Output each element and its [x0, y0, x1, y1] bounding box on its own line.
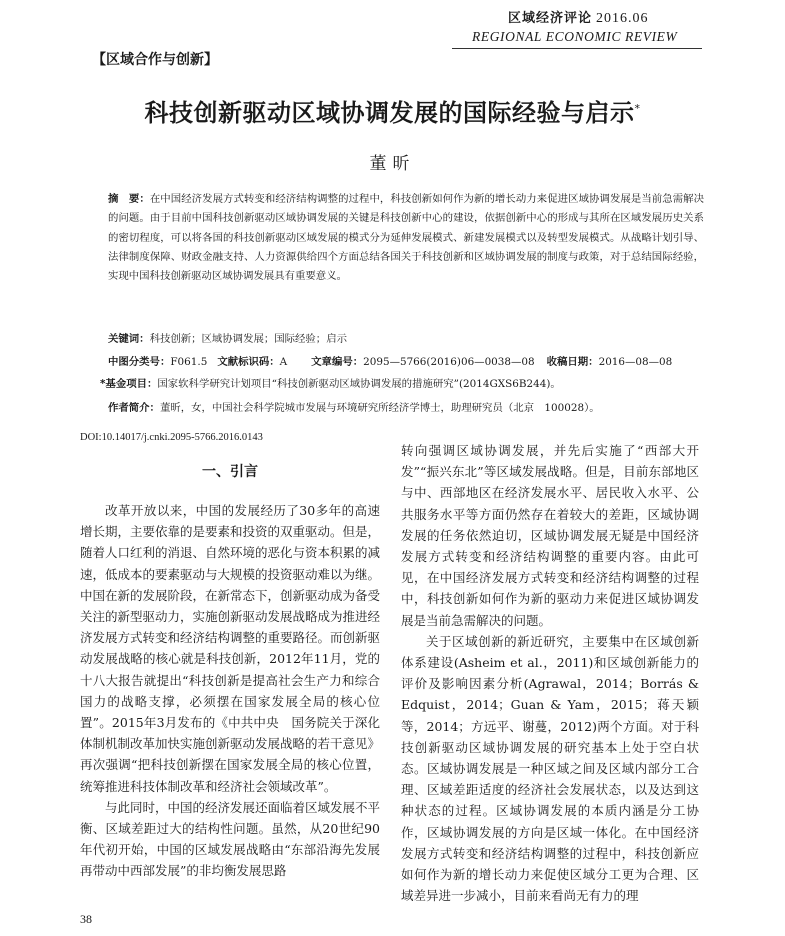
body-column-right: [401, 440, 699, 906]
abstract-text: 在中国经济发展方式转变和经济结构调整的过程中，科技创新如何作为新的增长动力来促进区域协调发展是当前急需解决的问题。由于目前中国科技创新驱动区域协调发展的关键是科技创新中心的建设，依据创新中心的形成与其所在区域发展历史关系的密切程度，可以将各国的科技创新驱动区域发展的模式分为延伸发展模式、新建发展模式以及转型发展模式。从战略计划引导、法律制度保障、财政金融支持、人力资源供给四个方面总结各国关于科技创新和区域协调发展的制度与政策，对于总结国际经验，实现中国科技创新驱动区域协调发展具有重要意义。: [108, 193, 705, 283]
body-paragraph: 与此同时，中国的经济发展还面临着区域发展不平衡、区域差距过大的结构性问题。虽然，从20世纪90年代初开始，中国的区域发展战略由“东部沿海先发展再带动中西部发展”的非均衡发展思路: [80, 799, 381, 879]
section-heading: 一、引言: [202, 464, 258, 480]
doi: DOI:10.14017/j.cnki.2095-5766.2016.0143: [80, 432, 263, 443]
clc-value: F061.5: [170, 356, 208, 368]
journal-name-en: REGIONAL ECONOMIC REVIEW: [472, 29, 678, 44]
journal-name-cn: 区域经济评论: [508, 11, 593, 26]
fund-text: 国家软科学研究计划项目“科技创新驱动区域协调发展的措施研究”(2014GXS6B244)。: [157, 378, 561, 390]
article-number-label: 文章编号：: [311, 356, 364, 368]
journal-header-cn: [508, 7, 649, 27]
article-title: [0, 93, 785, 128]
classification-line: [108, 353, 672, 368]
article-title-text: 科技创新驱动区域协调发展的国际经验与启示: [144, 99, 635, 127]
doc-code-label: 文献标识码：: [217, 356, 280, 368]
issue-label: 2016.06: [596, 11, 649, 26]
author-name: 董昕: [369, 154, 416, 174]
body-paragraph: 关于区域创新的新近研究，主要集中在区域创新体系建设(Asheim et al.，2011)和区域创新能力的评价及影响因素分析(Agrawal，2014；Borrás & Edquist，2014；Guan & Yam，2015；蒋天颖等，2014；方远平、谢蔓，2012)两个方面。对于科技创新驱动区域协调发展的研究基本上处于空白状态。区域协调发展是一种区域之间及区域内部分工合理、区域差距适度的经济社会发展状态，以及达到这种状态的过程。区域协调发展的本质内涵是分工协作，区域协调发展的方向是区域一体化。在中国经济发展方式转变和经济结构调整的过程中，科技创新应如何作为新的增长动力来促使区域分工更为合理、区域差异进一步减小，目前来看尚无有力的理: [401, 633, 699, 904]
keywords-text: 科技创新；区域协调发展；国际经验；启示: [149, 333, 347, 345]
fund-label: *基金项目：: [100, 378, 158, 390]
body-paragraph: 转向强调区域协调发展，并先后实施了“西部大开发”“振兴东北”等区域发展战略。但是，目前东部地区与中、西部地区在经济发展水平、居民收入水平、公共服务水平等方面仍然存在着较大的差距，区域协调发展的任务依然迫切，区域协调发展无疑是中国经济发展方式转变和经济结构调整的重要内容。由此可见，在中国经济发展方式转变和经济结构调整的过程中，科技创新如何作为新的驱动力来促进区域协调发展是当前急需解决的问题。: [401, 443, 699, 628]
keywords: [108, 330, 347, 345]
page-number: 38: [80, 912, 92, 926]
header-rule: [452, 48, 702, 49]
author-info-line: [108, 399, 600, 414]
abstract-label: 摘 要：: [108, 193, 150, 205]
abstract: [108, 190, 704, 286]
doc-code-value: A: [279, 356, 288, 368]
article-number-value: 2095—5766(2016)06—0038—08: [363, 356, 535, 368]
keywords-label: 关键词：: [108, 333, 150, 345]
author-info-text: 董昕，女，中国社会科学院城市发展与环境研究所经济学博士，助理研究员（北京 100028）。: [159, 402, 600, 414]
title-footnote-mark: *: [634, 102, 641, 115]
received-date-value: 2016—08—08: [598, 356, 673, 368]
author-info-label: 作者简介：: [108, 402, 160, 414]
clc-label: 中图分类号：: [108, 356, 171, 368]
fund-line: [100, 375, 561, 390]
body-paragraph: 改革开放以来，中国的发展经历了30多年的高速增长期，主要依靠的是要素和投资的双重驱动。但是，随着人口红利的消退、自然环境的恶化与资本积累的减速，低成本的要素驱动与大规模的投资驱动难以为继。中国在新的发展阶段，在新常态下，创新驱动成为备受关注的新型驱动力，实施创新驱动发展战略成为推进经济发展方式转变和经济结构调整的重要路径。而创新驱动发展战略的核心就是科技创新，2012年11月，党的十八大报告就提出“科技创新是提高社会生产力和综合国力的战略支撑，必须摆在国家发展全局的核心位置”。2015年3月发布的《中共中央 国务院关于深化体制机制改革加快实施创新驱动发展战略的若干意见》再次强调“把科技创新摆在国家发展全局的核心位置，统筹推进科技体制改革和经济社会领域改革”。: [80, 503, 381, 794]
received-date-label: 收稿日期：: [546, 356, 599, 368]
column-tag: 【区域合作与创新】: [92, 52, 218, 68]
body-column-left: [80, 500, 380, 882]
